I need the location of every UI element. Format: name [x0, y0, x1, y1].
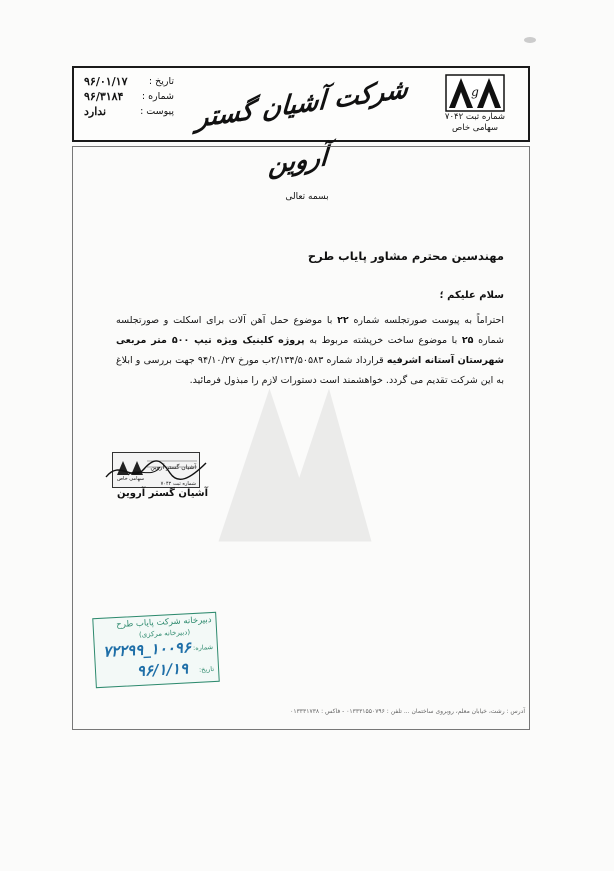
letter-meta — [84, 74, 174, 119]
attachment-label: پیوست : — [140, 106, 174, 117]
project-name: پروژه کلینیک ویژه تیپ ۵۰۰ متر مربعی شهرستان آستانه اشرفیه — [116, 335, 504, 366]
body-part: قرارداد شماره ۲/۱۳۴/۵۰۵۸۳ب مورخ ۹۴/۱۰/۲۷ جهت بررسی و ابلاغ به این شرکت تقدیم می گردد. خواهشمند است دستورات لازم را مبذول فرمائید. — [116, 355, 504, 386]
number-value: ۹۶/۳۱۸۴ — [84, 90, 124, 103]
handwritten-signature — [100, 455, 212, 485]
receipt-subtitle: (دبیرخانه مرکزی) — [138, 628, 191, 639]
greeting: سلام علیکم ؛ — [439, 290, 504, 301]
receipt-stamp — [92, 612, 219, 688]
session-number-25: ۲۵ — [461, 335, 474, 346]
stamp-company-text: آشیان گستر آروین — [150, 464, 196, 471]
session-number-22: ۲۲ — [337, 315, 349, 326]
number-row — [84, 89, 174, 104]
date-value: ۹۶/۰۱/۱۷ — [84, 75, 128, 88]
date-label: تاریخ : — [148, 76, 174, 87]
watermark-logo-icon — [210, 380, 380, 550]
svg-text:g: g — [471, 85, 479, 99]
receipt-date-value: ۹۶/۱/۱۹ — [136, 659, 189, 681]
company-type: سهامی خاص — [451, 123, 499, 133]
receipt-date-label: تاریخ: — [198, 664, 215, 674]
body-part: با موضوع حمل آهن آلات برای اسکلت و صورتجلسه شماره — [116, 315, 504, 346]
receipt-number-label: شماره: — [192, 643, 214, 653]
body-part: احتراماً به پیوست صورتجلسه شماره — [348, 315, 505, 326]
stamp-registration-text: شماره ثبت ۷۰۴۲ — [160, 481, 196, 487]
body-part: با موضوع ساخت خرپشته مربوط به — [304, 335, 462, 346]
receipt-title: دبیرخانه شرکت پایاب طرح — [116, 615, 212, 631]
letterhead — [72, 66, 530, 181]
attachment-value: ندارد — [84, 105, 107, 118]
company-title: شرکت آشیان گستر آروین — [195, 73, 409, 181]
registration-line: شماره ثبت ۷۰۴۲ — [444, 112, 506, 122]
company-logo-block — [430, 72, 520, 134]
opening-line: بسمه تعالی — [285, 192, 329, 202]
date-row — [84, 74, 174, 89]
aga-logo-icon — [445, 74, 505, 112]
stamp-type-text: سهامی خاص — [117, 476, 145, 482]
attachment-row — [84, 104, 174, 119]
recipient: مهندسین محترم مشاور پایاب طرح — [307, 249, 504, 263]
signatory-name: آشیان گستر آروین — [117, 488, 209, 499]
number-label: شماره : — [141, 91, 174, 102]
receipt-number-value: ۱۰۰۹۶_۷۲۲۹۹ — [102, 638, 192, 661]
letter-body — [116, 311, 504, 391]
footer-address: آدرس : رشت، خیابان معلم، روبروی ساختمان ... تلفن : ۰۱۳۳۳۱۵۵۰۷۹۶ - فاکس : ۰۱۳۳۳۱۷۳۸ — [290, 708, 525, 715]
punch-hole-mark — [524, 37, 536, 43]
company-logo — [445, 74, 505, 112]
